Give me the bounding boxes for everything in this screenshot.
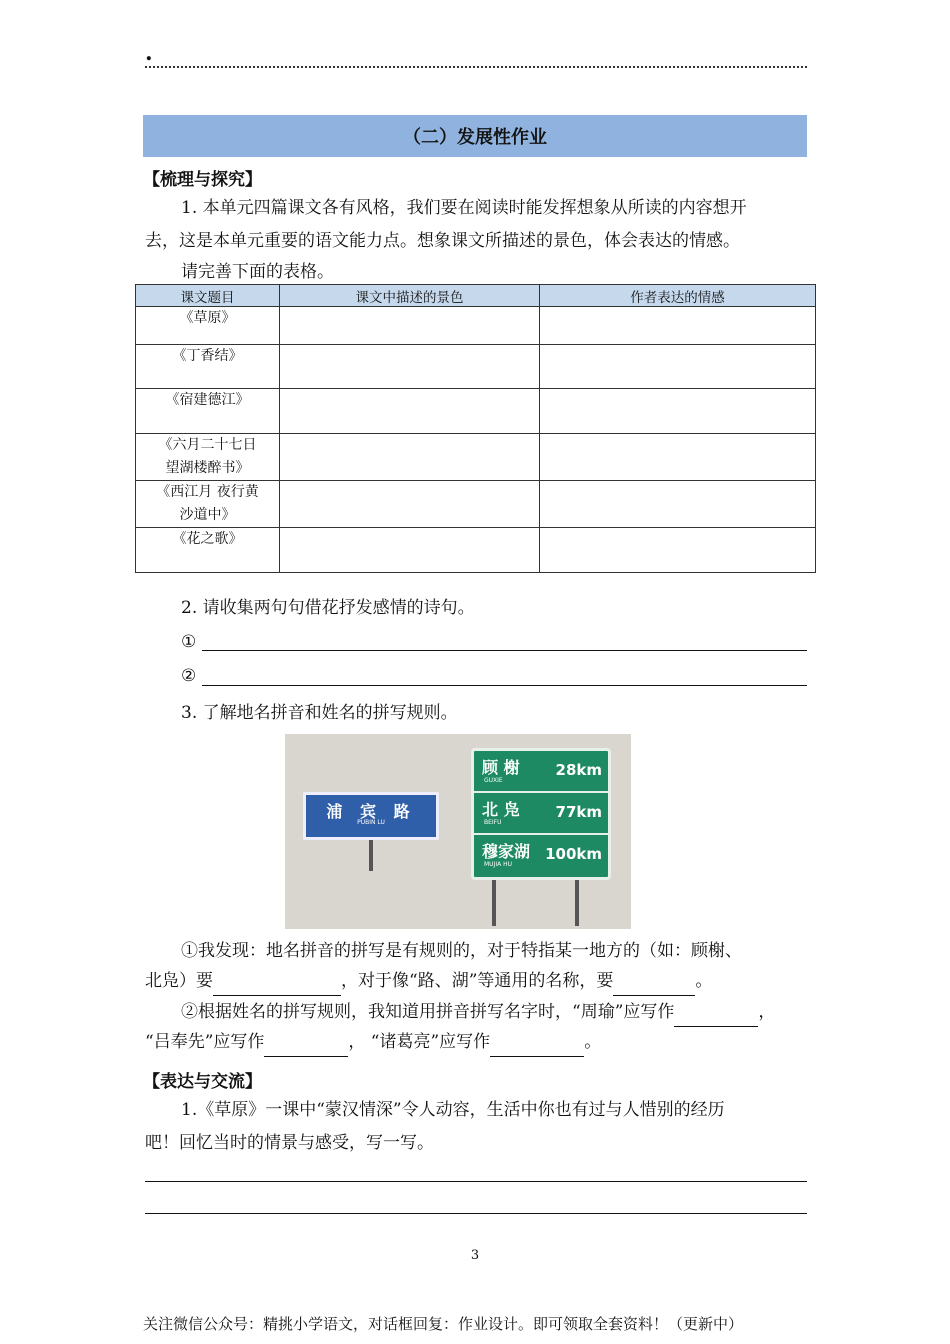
page-number: 3 [470, 1248, 480, 1263]
q1-line-1: 1. 本单元四篇课文各有风格，我们要在阅读时能发挥想象从所读的内容想开 [181, 198, 747, 218]
table-cell-scenery[interactable] [280, 528, 540, 573]
sign-place-name: 顾 榭 [482, 758, 520, 777]
q1-line-3: 请完善下面的表格。 [181, 262, 334, 282]
sign-distance: 28km [555, 761, 602, 779]
table-cell-title: 《宿建德江》 [136, 389, 280, 434]
blue-sign-pole [369, 837, 373, 871]
table-row [136, 389, 816, 434]
header-dot: . [145, 40, 153, 66]
table-cell-scenery[interactable] [280, 389, 540, 434]
table-header-scenery: 课文中描述的景色 [280, 285, 540, 307]
table-cell-title: 《草原》 [136, 307, 280, 345]
table-row [136, 528, 816, 573]
table-cell-title: 《丁香结》 [136, 345, 280, 389]
table-row [136, 345, 816, 389]
q3b-line-2b: ， “诸葛亮”应写作 [348, 1032, 491, 1052]
table-header-title: 课文题目 [136, 285, 280, 307]
q1-line-2: 去，这是本单元重要的语文能力点。想象课文所描述的景色，体会表达的情感。 [145, 231, 740, 251]
table-cell-emotion[interactable] [540, 434, 816, 481]
road-sign-photo [285, 734, 631, 929]
sign-row [474, 751, 608, 793]
blue-street-sign [303, 792, 439, 840]
blue-sign-name: 浦 宾 路 [326, 802, 416, 821]
sign-place-name: 北 凫 [482, 800, 520, 819]
table-cell-emotion[interactable] [540, 345, 816, 389]
question-3-text: 3. 了解地名拼音和姓名的拼写规则。 [181, 703, 458, 723]
sign-place-pinyin: GUXIE [484, 777, 503, 784]
green-direction-sign [471, 748, 611, 880]
question-2-text: 2. 请收集两句句借花抒发感情的诗句。 [181, 598, 475, 618]
writing-line-2[interactable] [145, 1213, 807, 1214]
table-cell-title: 《西江月 夜行黄 沙道中》 [136, 481, 280, 528]
sign-place-name: 穆家湖 [482, 842, 531, 861]
q3b-line-2c: 。 [584, 1032, 602, 1052]
table-cell-title: 《花之歌》 [136, 528, 280, 573]
table-row [136, 481, 816, 528]
q3a-line-2c: 。 [695, 971, 713, 991]
express-q1-line-2: 吧！回忆当时的情景与感受，写一写。 [145, 1133, 434, 1153]
scenery-emotion-table [135, 284, 816, 573]
table-row [136, 307, 816, 345]
question-3a-text [145, 936, 809, 996]
header-dotted-divider [145, 66, 807, 68]
section-banner [143, 115, 807, 157]
table-cell-emotion[interactable] [540, 307, 816, 345]
banner-title: （二）发展性作业 [403, 127, 547, 148]
expression-question-text [145, 1094, 809, 1160]
table-cell-emotion[interactable] [540, 528, 816, 573]
section-heading-express: 【表达与交流】 [143, 1072, 262, 1092]
answer-mark-2: ② [181, 666, 197, 686]
q3a-line-1: ①我发现：地名拼音的拼写是有规则的，对于特指某一地方的（如：顾榭、 [181, 941, 742, 961]
q3b-line-1a: ②根据姓名的拼写规则，我知道用拼音拼写名字时，“周瑜”应写作 [181, 1002, 675, 1022]
table-cell-emotion[interactable] [540, 481, 816, 528]
writing-line-1[interactable] [145, 1181, 807, 1182]
sign-row [474, 793, 608, 835]
answer-mark-1: ① [181, 632, 197, 652]
green-sign-pole-right [575, 878, 579, 926]
question-1-text [145, 192, 809, 286]
table-row [136, 434, 816, 481]
fill-blank-zhuge-liang[interactable] [490, 1038, 584, 1057]
fill-blank-common-name[interactable] [613, 977, 695, 996]
q3b-line-2a: “吕奉先”应写作 [145, 1032, 265, 1052]
footer-notice: 关注微信公众号：精挑小学语文，对话框回复：作业设计。即可领取全套资料！（更新中） [143, 1315, 744, 1333]
express-q1-line-1: 1.《草原》一课中“蒙汉情深”令人动容，生活中你也有过与人惜别的经历 [181, 1100, 725, 1120]
q3b-line-1b: ， [758, 1002, 776, 1022]
table-cell-scenery[interactable] [280, 307, 540, 345]
table-cell-scenery[interactable] [280, 481, 540, 528]
blue-sign-pinyin: PUBIN LU [357, 819, 385, 826]
table-cell-scenery[interactable] [280, 345, 540, 389]
fill-blank-lv-fengxian[interactable] [264, 1038, 348, 1057]
question-3b-text [145, 997, 809, 1057]
table-header-row [136, 285, 816, 307]
green-sign-pole-left [492, 878, 496, 926]
table-header-emotion: 作者表达的情感 [540, 285, 816, 307]
sign-place-pinyin: MUJIA HU [484, 861, 513, 868]
sign-row [474, 835, 608, 875]
fill-blank-zhou-yu[interactable] [674, 1008, 758, 1027]
table-cell-title: 《六月二十七日 望湖楼醉书》 [136, 434, 280, 481]
q3a-line-2b: ，对于像“路、湖”等通用的名称，要 [341, 971, 614, 991]
sign-place-pinyin: BEIFU [484, 819, 502, 826]
fill-blank-proper-name[interactable] [213, 977, 341, 996]
sign-distance: 77km [555, 803, 602, 821]
section-heading-explore: 【梳理与探究】 [143, 170, 262, 190]
answer-line-1[interactable] [202, 650, 807, 651]
answer-line-2[interactable] [202, 685, 807, 686]
q3a-line-2a: 北凫）要 [145, 971, 213, 991]
table-cell-scenery[interactable] [280, 434, 540, 481]
table-cell-emotion[interactable] [540, 389, 816, 434]
sign-distance: 100km [545, 845, 602, 863]
